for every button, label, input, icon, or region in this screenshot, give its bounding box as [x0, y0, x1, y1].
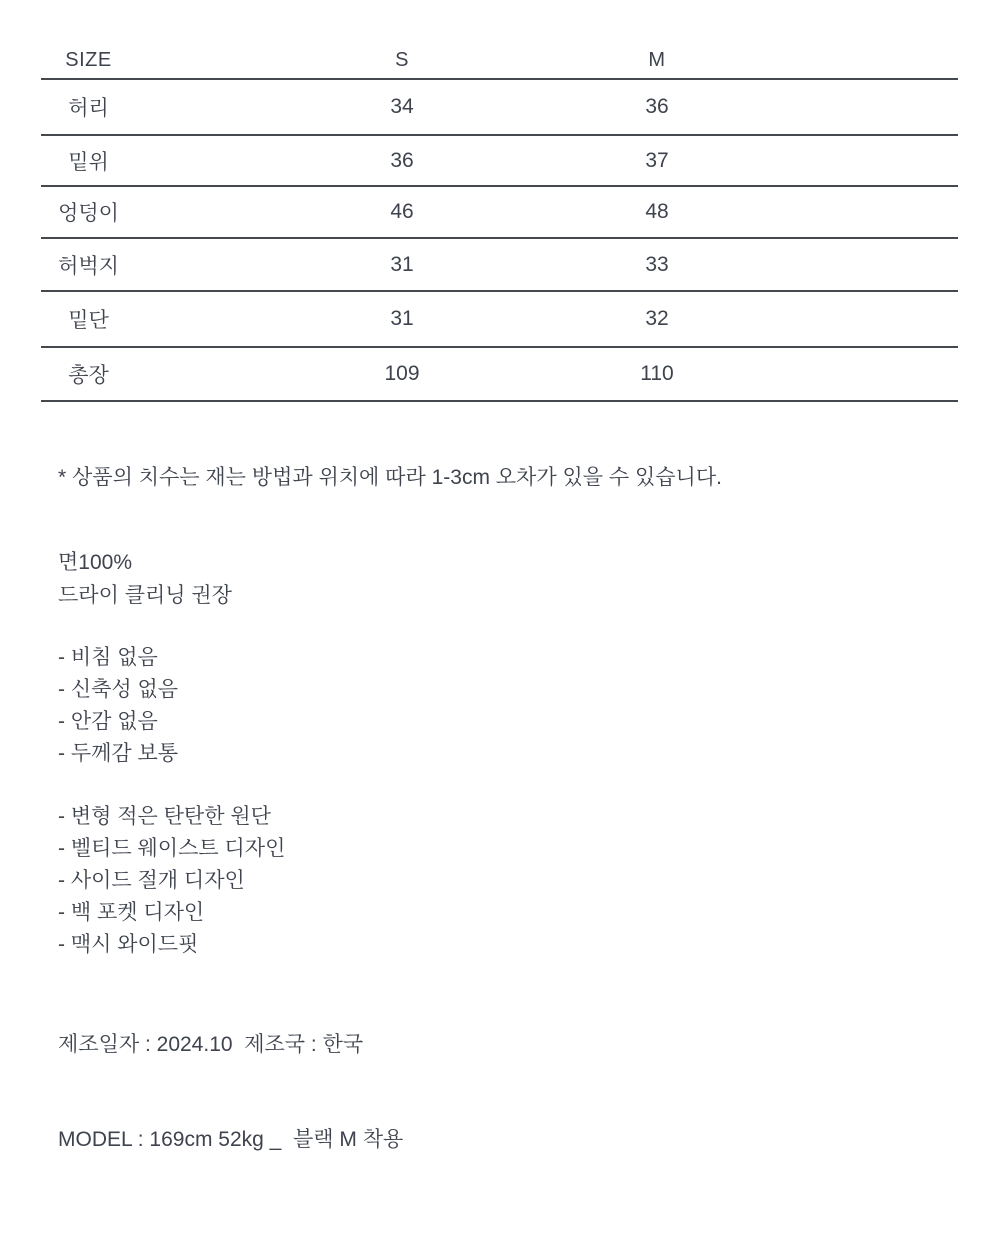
value-m: 32 — [645, 307, 669, 330]
value-s: 36 — [390, 148, 414, 172]
fabric-composition: 면100% — [58, 551, 132, 574]
feature-item: - 백 포켓 디자인 — [58, 901, 205, 924]
row-label: 허리 — [68, 97, 109, 120]
size-column-header: SIZE — [65, 48, 112, 71]
size-table — [41, 42, 958, 402]
size-table-row-hem — [41, 292, 958, 348]
product-properties-list — [58, 642, 958, 770]
size-table-header-row — [41, 42, 958, 80]
value-s: 34 — [390, 95, 414, 118]
value-s: 31 — [390, 307, 414, 330]
size-table-row-waist — [41, 80, 958, 136]
feature-item: - 변형 적은 탄탄한 원단 — [58, 805, 271, 828]
row-label: 총장 — [68, 364, 109, 387]
value-s: 109 — [384, 362, 420, 385]
size-table-row-total-length — [41, 348, 958, 402]
feature-item: - 맥시 와이드핏 — [58, 933, 199, 956]
feature-item: - 사이드 절개 디자인 — [58, 869, 245, 892]
row-label: 밑단 — [68, 309, 109, 332]
feature-item: - 벨티드 웨이스트 디자인 — [58, 837, 286, 860]
property-item: - 안감 없음 — [58, 710, 158, 733]
size-table-row-rise — [41, 136, 958, 187]
size-table-row-thigh — [41, 239, 958, 292]
value-m: 37 — [645, 148, 669, 172]
property-item: - 두께감 보통 — [58, 742, 179, 765]
value-m: 33 — [645, 252, 669, 276]
value-m: 110 — [640, 362, 674, 385]
fabric-info — [58, 546, 958, 612]
product-features-list — [58, 801, 958, 961]
size-s-column-header: S — [395, 48, 409, 71]
value-m: 36 — [645, 95, 669, 118]
size-m-column-header: M — [648, 48, 666, 71]
size-table-row-hip — [41, 187, 958, 239]
care-instruction: 드라이 클리닝 권장 — [58, 584, 232, 607]
property-item: - 비침 없음 — [58, 646, 158, 669]
measurement-notice: * 상품의 치수는 재는 방법과 위치에 따라 1-3cm 오차가 있을 수 있습니다. — [58, 466, 722, 489]
product-detail-page — [0, 42, 1000, 1259]
model-info: MODEL : 169cm 52kg _ 블랙 M 착용 — [58, 1128, 404, 1151]
row-label: 엉덩이 — [58, 202, 119, 225]
product-description — [58, 462, 958, 1156]
manufacture-info: 제조일자 : 2024.10 제조국 : 한국 — [58, 1033, 364, 1056]
value-m: 48 — [645, 200, 669, 223]
row-label: 밑위 — [68, 150, 109, 174]
value-s: 46 — [390, 200, 414, 223]
value-s: 31 — [390, 252, 414, 276]
property-item: - 신축성 없음 — [58, 678, 179, 701]
row-label: 허벅지 — [58, 254, 119, 278]
